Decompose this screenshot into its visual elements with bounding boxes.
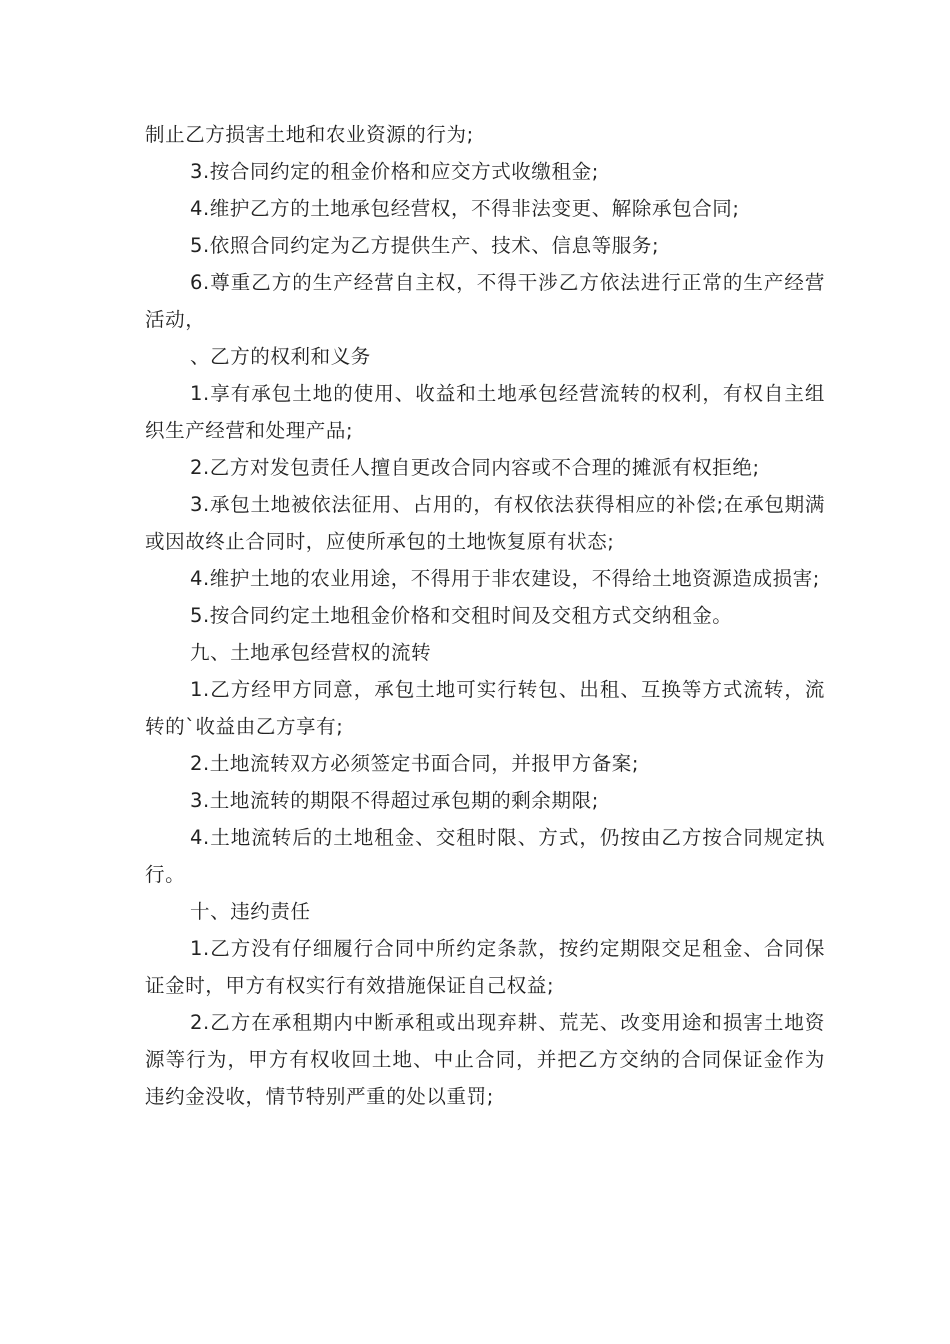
paragraph: 2.乙方在承租期内中断承租或出现弃耕、荒芜、改变用途和损害土地资源等行为，甲方有权收回土地、中止合同，并把乙方交纳的合同保证金作为违约金没收，情节特别严重的处以重罚; [145, 1011, 825, 1108]
paragraph: 3.按合同约定的租金价格和应交方式收缴租金; [190, 160, 599, 183]
section-heading: 、乙方的权利和义务 [190, 345, 371, 368]
document-body [145, 116, 825, 1115]
paragraph: 4.土地流转后的土地租金、交租时限、方式，仍按由乙方按合同规定执行。 [145, 826, 825, 886]
paragraph: 5.按合同约定土地租金价格和交租时间及交租方式交纳租金。 [190, 604, 733, 627]
paragraph: 6.尊重乙方的生产经营自主权，不得干涉乙方依法进行正常的生产经营活动， [145, 271, 825, 331]
section-heading: 九、土地承包经营权的流转 [190, 641, 432, 664]
paragraph: 4.维护土地的农业用途，不得用于非农建设，不得给土地资源造成损害; [190, 567, 820, 590]
paragraph: 1.乙方没有仔细履行合同中所约定条款，按约定期限交足租金、合同保证金时，甲方有权实行有效措施保证自己权益; [145, 937, 825, 997]
paragraph: 1.享有承包土地的使用、收益和土地承包经营流转的权利，有权自主组织生产经营和处理产品; [145, 382, 825, 442]
section-heading: 十、违约责任 [190, 900, 311, 923]
paragraph: 4.维护乙方的土地承包经营权，不得非法变更、解除承包合同; [190, 197, 740, 220]
paragraph: 3.土地流转的期限不得超过承包期的剩余期限; [190, 789, 599, 812]
paragraph: 2.乙方对发包责任人擅自更改合同内容或不合理的摊派有权拒绝; [190, 456, 760, 479]
paragraph: 1.乙方经甲方同意，承包土地可实行转包、出租、互换等方式流转，流转的`收益由乙方享有; [145, 678, 825, 738]
paragraph: 制止乙方损害土地和农业资源的行为; [145, 123, 474, 146]
paragraph: 2.土地流转双方必须签定书面合同，并报甲方备案; [190, 752, 640, 775]
paragraph: 3.承包土地被依法征用、占用的，有权依法获得相应的补偿;在承包期满或因故终止合同时，应使所承包的土地恢复原有状态; [145, 493, 825, 553]
paragraph: 5.依照合同约定为乙方提供生产、技术、信息等服务; [190, 234, 660, 257]
